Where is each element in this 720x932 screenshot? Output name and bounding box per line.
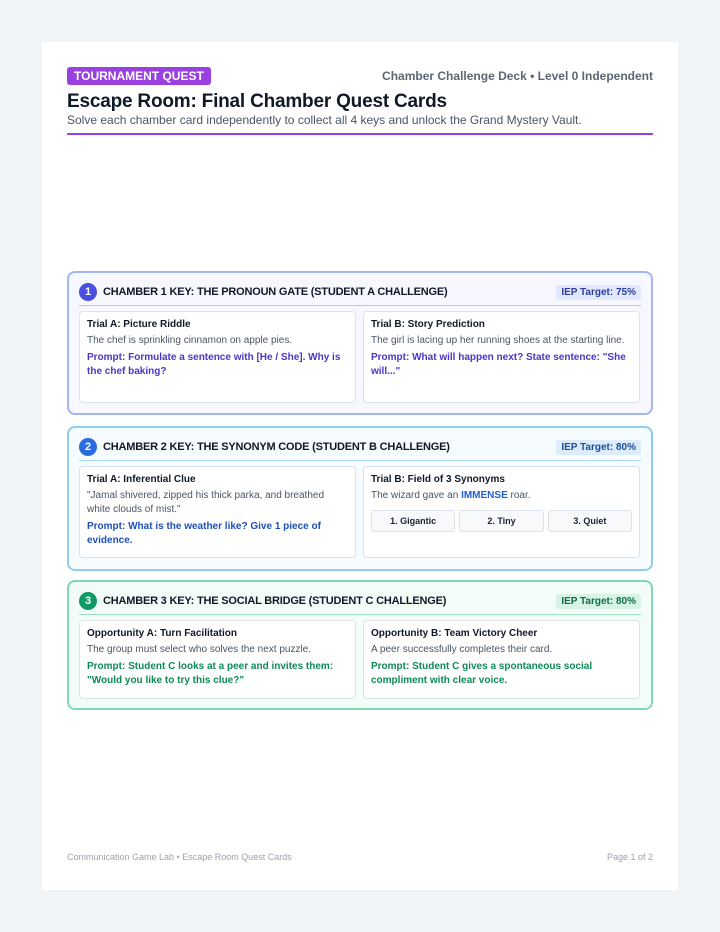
trial-card-a [79,466,356,558]
chamber-1-card [67,271,653,415]
trial-text: "Jamal shivered, zipped his thick parka, and breathed white clouds of mist." [87,490,325,515]
opportunity-title: Opportunity A: Turn Facilitation [87,628,237,639]
option-tiny[interactable]: 2. Tiny [459,510,543,532]
trial-prompt: Prompt: Formulate a sentence with [He / She]. Why is the chef baking? [87,352,341,377]
trial-text [371,489,632,503]
trial-prompt: Prompt: What will happen next? State sentence: "She will..." [371,352,626,377]
page-title: Escape Room: Final Chamber Quest Cards [67,91,447,112]
trial-title: Trial A: Inferential Clue [87,474,196,485]
trial-card-b [363,311,640,403]
trial-card-a [79,311,356,403]
page-number: Page 1 of 2 [606,852,653,862]
chamber-title: CHAMBER 2 KEY: THE SYNONYM CODE (STUDENT B CHALLENGE) [103,441,450,453]
iep-target-badge: IEP Target: 80% [556,594,641,609]
opportunity-prompt: Prompt: Student C gives a spontaneous social compliment with clear voice. [371,661,593,686]
sentence-end: roar. [507,490,531,501]
chamber-3-card [67,580,653,710]
trial-text: The chef is sprinkling cinnamon on apple pies. [87,335,293,346]
chamber-title: CHAMBER 1 KEY: THE PRONOUN GATE (STUDENT A CHALLENGE) [103,286,448,298]
chamber-number-badge: 2 [79,438,97,456]
opportunity-card-a [79,620,356,699]
chamber-3-header [79,591,641,611]
trial-title: Trial A: Picture Riddle [87,319,191,330]
deck-label: Chamber Challenge Deck • Level 0 Independent [382,69,653,83]
chamber-2-card [67,426,653,571]
trial-text: The girl is lacing up her running shoes at the starting line. [371,335,625,346]
chamber-divider [79,460,641,461]
chamber-title: CHAMBER 3 KEY: THE SOCIAL BRIDGE (STUDENT C CHALLENGE) [103,595,447,607]
iep-target-badge: IEP Target: 75% [556,285,641,300]
target-word: IMMENSE [461,490,508,501]
chamber-divider [79,305,641,306]
sentence-start: The wizard gave an [371,490,462,501]
synonym-options [371,510,632,532]
option-gigantic[interactable]: 1. Gigantic [371,510,455,532]
trial-title: Trial B: Field of 3 Synonyms [371,474,505,485]
trial-prompt: Prompt: What is the weather like? Give 1 piece of evidence. [87,521,321,546]
opportunity-prompt: Prompt: Student C looks at a peer and invites them: "Would you like to try this clue?" [87,661,334,686]
page-footer [67,852,653,862]
opportunity-card-b [363,620,640,699]
trial-title: Trial B: Story Prediction [371,319,485,330]
footer-credit: Communication Game Lab • Escape Room Quest Cards [67,852,292,862]
opportunity-text: A peer successfully completes their card. [371,644,553,655]
tournament-badge: TOURNAMENT QUEST [67,67,211,85]
opportunity-text: The group must select who solves the next puzzle. [87,644,312,655]
option-quiet[interactable]: 3. Quiet [548,510,632,532]
chamber-2-header [79,437,641,457]
chamber-number-badge: 3 [79,592,97,610]
opportunity-title: Opportunity B: Team Victory Cheer [371,628,538,639]
trial-card-b [363,466,640,558]
chamber-divider [79,614,641,615]
chamber-number-badge: 1 [79,283,97,301]
iep-target-badge: IEP Target: 80% [556,440,641,455]
page-subtitle: Solve each chamber card independently to collect all 4 keys and unlock the Grand Mystery Vault. [67,113,582,127]
top-bar [67,67,653,85]
chamber-1-header [79,282,641,302]
quest-page [42,42,678,890]
header-divider [67,133,653,135]
